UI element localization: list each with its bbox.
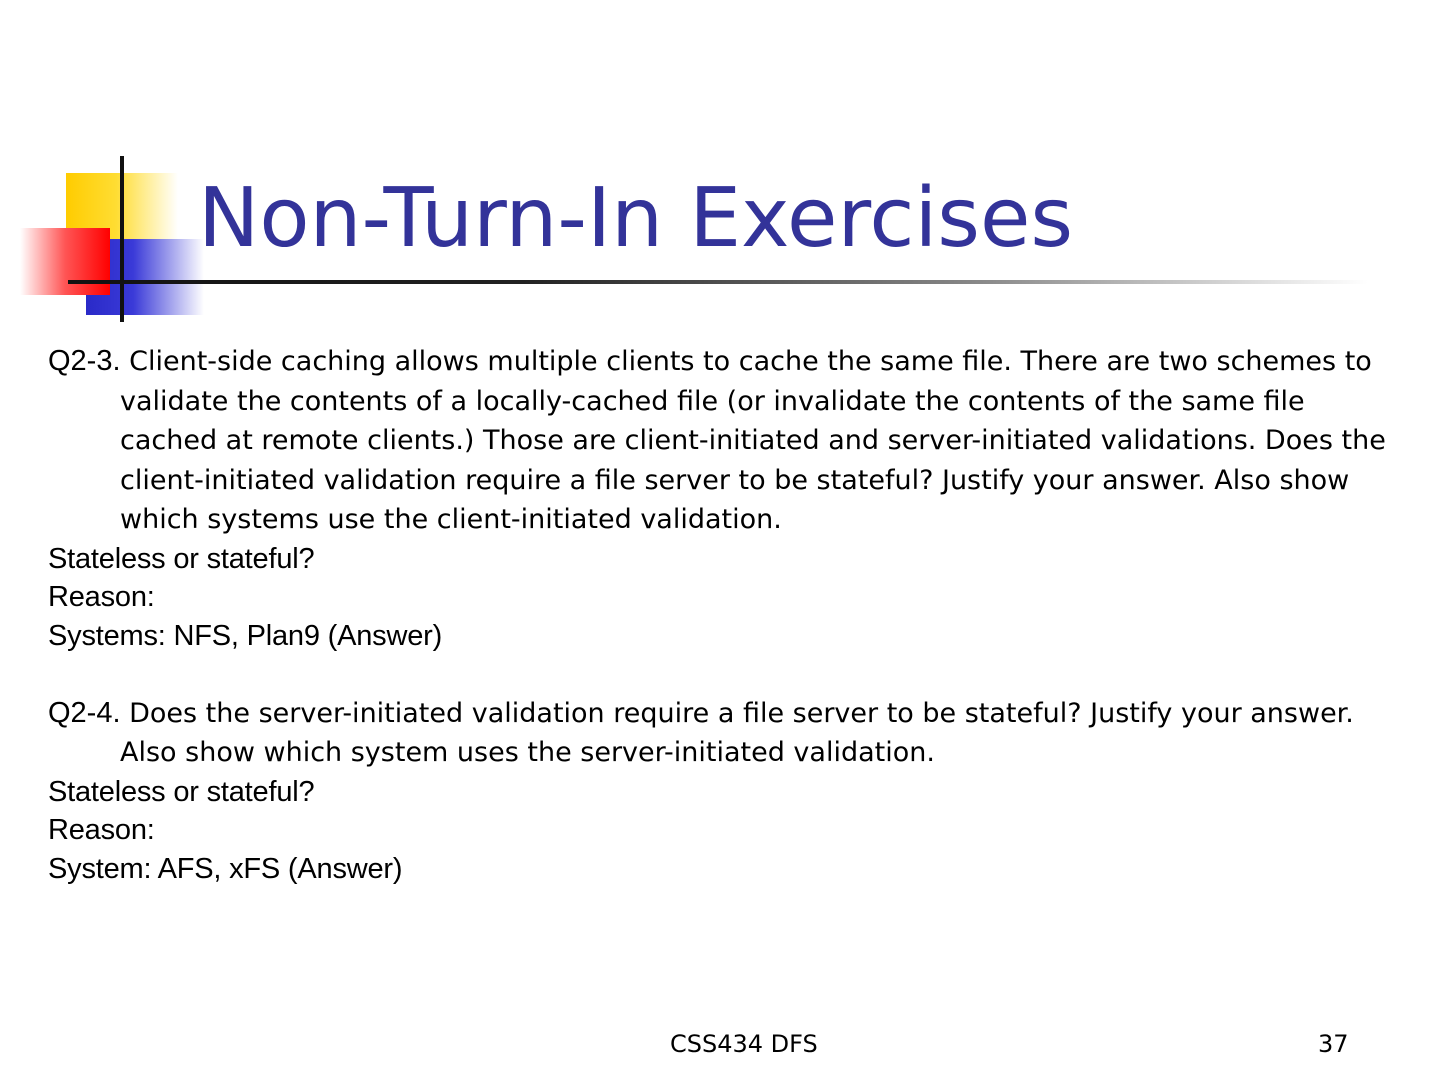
title-underline	[68, 280, 1368, 284]
prompt-stateless-stateful: Stateless or stateful?	[48, 542, 315, 575]
question-label: Q2-4.	[48, 696, 121, 729]
question-text: Client-side caching allows multiple clients to cache the same file. There are two schemes to validate the contents of a locally-cached file (or invalidate the contents of the same file cached at remote clients.) Those are client-initiated and server-initiated validations. Does the client-initiated validation require a file server to be stateful? Justify your answer. Also show which systems use the client-initiated validation.	[120, 346, 1386, 535]
question-q2-3	[48, 342, 1388, 540]
question-q2-4	[48, 694, 1388, 773]
system-answer: System: AFS, xFS (Answer)	[48, 852, 403, 885]
slide-body	[48, 342, 1388, 888]
systems-answer: Systems: NFS, Plan9 (Answer)	[48, 619, 443, 652]
red-square	[20, 228, 110, 295]
question-text: Does the server-initiated validation require a file server to be stateful? Justify your answer. Also show which system uses the server-initiated validation.	[120, 697, 1354, 768]
vertical-rule	[120, 156, 124, 322]
prompt-reason: Reason:	[48, 581, 155, 613]
footer-course: CSS434 DFS	[670, 1030, 818, 1058]
footer-page-number: 37	[1318, 1030, 1349, 1058]
prompt-reason: Reason:	[48, 814, 155, 846]
spacer	[48, 655, 1388, 694]
prompt-stateless-stateful: Stateless or stateful?	[48, 775, 315, 808]
question-label: Q2-3.	[48, 345, 121, 377]
slide-title: Non-Turn-In Exercises	[198, 171, 1074, 266]
